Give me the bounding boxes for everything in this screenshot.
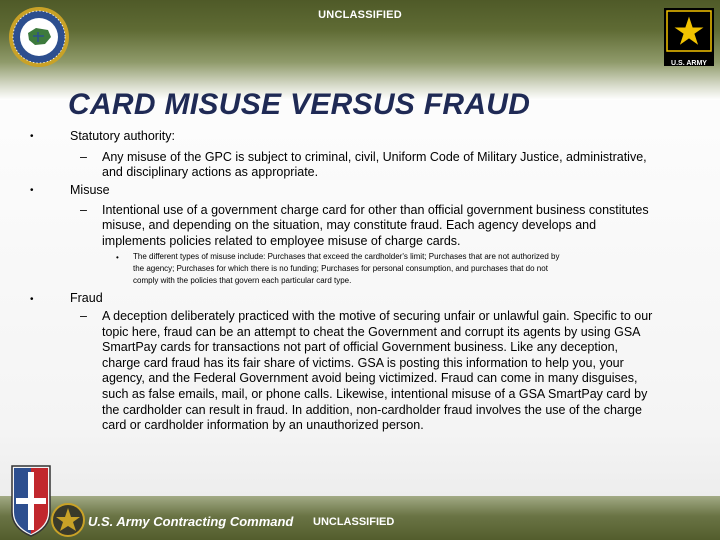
classification-top: UNCLASSIFIED	[318, 9, 402, 21]
sub-bullet-line: and disciplinary actions as appropriate.	[102, 165, 319, 179]
army-star-icon	[664, 8, 714, 54]
bullet-marker: •	[116, 253, 119, 262]
dash-marker: –	[80, 309, 87, 323]
sub-bullet-line: topic here, fraud can be an attempt to cheat the Government and corrupt its agents by using GSA	[102, 325, 641, 339]
dash-marker: –	[80, 203, 87, 217]
army-contracting-command-logo-icon	[6, 462, 92, 538]
sub-sub-bullet-line: The different types of misuse include: Purchases that exceed the cardholder's limit; Purchases that are not authorized by	[133, 252, 560, 261]
sub-bullet-line: the cardholder can result in fraud. In addition, non-cardholder fraud involves the use of the charge	[102, 403, 642, 417]
sub-bullet-line: card or cardholder information by an unauthorized person.	[102, 418, 424, 432]
bullet-fraud: Fraud	[70, 291, 103, 305]
bullet-marker: •	[30, 294, 34, 305]
dash-marker: –	[80, 150, 87, 164]
sub-bullet-line: implements policies related to employee misuse of charge cards.	[102, 234, 461, 248]
sub-bullet-line: such as false emails, mail, or phone calls. Likewise, intentional misuse of a GSA SmartPay card by	[102, 387, 648, 401]
sub-bullet-line: charge card fraud has its fair share of victims. GSA is posting this information to help you, your	[102, 356, 624, 370]
slide-title: CARD MISUSE VERSUS FRAUD	[68, 88, 531, 121]
sub-bullet-line: Intentional use of a government charge card for other than official government business constitutes	[102, 203, 649, 217]
sub-sub-bullet-line: comply with the policies that govern each particular card type.	[133, 276, 352, 285]
sub-bullet-line: agency, and the Federal Government avoid being victimized. Fraud can come in many disguises,	[102, 371, 638, 385]
sub-bullet-line: misuse, and depending on the situation, may constitute fraud. Each agency develops and	[102, 218, 597, 232]
us-army-logo	[664, 8, 714, 66]
bullet-marker: •	[30, 131, 34, 142]
sub-sub-bullet-line: the agency; Purchases for which there is no funding; Purchases for personal consumption, and purchases that do not	[133, 264, 548, 273]
contracting-seal-icon	[8, 6, 70, 68]
footer-organization: U.S. Army Contracting Command	[88, 514, 294, 529]
bullet-statutory-authority: Statutory authority:	[70, 129, 175, 143]
bullet-marker: •	[30, 185, 34, 196]
sub-bullet-line: Any misuse of the GPC is subject to criminal, civil, Uniform Code of Military Justice, administrative,	[102, 150, 647, 164]
army-logo-text: U.S. ARMY	[671, 60, 707, 67]
classification-bottom: UNCLASSIFIED	[313, 516, 395, 528]
sub-bullet-line: SmartPay cards for transactions not part of official Government business. Like any deception,	[102, 340, 619, 354]
bullet-misuse: Misuse	[70, 183, 110, 197]
sub-bullet-line: A deception deliberately practiced with the motive of securing unfair or unlawful gain. Specific to our	[102, 309, 653, 323]
